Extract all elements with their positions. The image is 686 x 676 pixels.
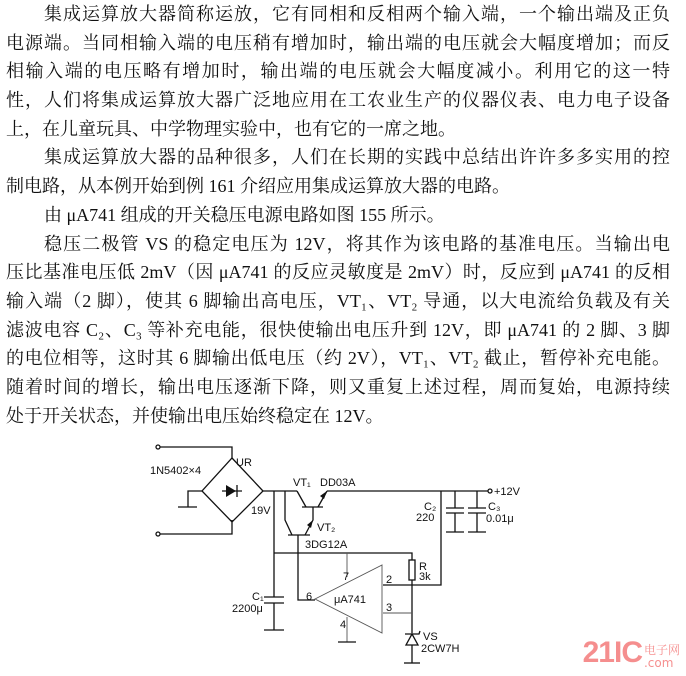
capacitor-c2 <box>446 491 464 532</box>
watermark-brand: 21IC <box>582 636 642 669</box>
label-vt1: VT₁ <box>293 477 311 489</box>
watermark-logo <box>583 636 680 670</box>
text-line: 处于开关状态，并使输出电压始终稳定在 12V。 <box>6 405 384 426</box>
text-line: 稳压二极管 VS 的稳定电压为 12V，将其作为该电路的基准电压。当输出电 <box>44 233 670 254</box>
label-pin4: 4 <box>340 619 347 631</box>
capacitor-c1 <box>264 597 284 630</box>
output-terminal <box>488 489 492 493</box>
text-line: 输入端（2 脚），使其 6 脚输出高电压，VT₁、VT₂ 导通，以大电流给负载及有关 <box>6 290 670 311</box>
label-output: +12V <box>494 486 520 498</box>
text-line: 压比基准电压低 2mV（因 μA741 的反应灵敏度是 2mV）时，反应到 μA741 的反相 <box>6 262 670 283</box>
label-vt2: VT₂ <box>317 522 336 534</box>
text-line: 滤波电容 C₂、C₃ 等补充电能，很快使输出电压升到 12V，即 μA741 的 2 脚、3 脚 <box>6 319 670 340</box>
label-c2: C₂ <box>424 501 437 513</box>
label-pin6: 6 <box>306 591 313 603</box>
text-line: 上，在儿童玩具、中学物理实验中，也有它的一席之地。 <box>6 118 456 139</box>
label-19v: 19V <box>251 505 271 517</box>
transistor-vt1 <box>297 491 327 507</box>
text-line: 的电位相等，这时其 6 脚输出低电压（约 2V），VT₁、VT₂ 截止，暂停补充电能。 <box>6 348 670 369</box>
text-line: 相输入端的电压略有增加时，输出端的电压就会大幅度减小。利用它的这一特 <box>6 61 670 82</box>
label-r-value: 3k <box>419 571 431 583</box>
label-ur: UR <box>236 457 252 469</box>
text-line: 性，人们将集成运算放大器广泛地应用在工农业生产的仪器仪表、电力电子设备 <box>6 90 670 111</box>
watermark-domain: .com <box>643 656 674 670</box>
label-pin2: 2 <box>386 574 393 586</box>
text-line: 集成运算放大器简称运放，它有同相和反相两个输入端，一个输出端及正负 <box>44 4 670 24</box>
text-line: 制电路，从本例开始到例 161 介绍应用集成运算放大器的电路。 <box>6 176 510 197</box>
label-c1-value: 2200μ <box>232 603 263 615</box>
text-line: 电源端。当同相输入端的电压稍有增加时，输出端的电压就会大幅度增加；而反 <box>6 32 670 53</box>
watermark-site: 电子网 <box>643 643 680 657</box>
label-vs-type: 2CW7H <box>421 643 460 655</box>
label-diodes: 1N5402×4 <box>150 465 202 477</box>
label-r: R <box>419 561 427 573</box>
text-line: 集成运算放大器的品种很多，人们在长期的实践中总结出许许多多实用的控 <box>44 147 670 168</box>
label-pin7: 7 <box>343 571 350 583</box>
label-vt1-type: DD03A <box>320 477 356 489</box>
resistor-r <box>409 560 415 580</box>
label-c2-value: 220 <box>416 512 435 524</box>
label-opamp: μA741 <box>334 594 367 606</box>
capacitor-c3 <box>468 491 486 532</box>
label-c3: C₃ <box>488 501 501 513</box>
label-c3-value: 0.01μ <box>486 513 514 525</box>
zener-vs <box>404 631 420 663</box>
watermark-side <box>644 644 680 670</box>
label-vs: VS <box>423 631 438 643</box>
label-c1: C₁ <box>252 591 264 603</box>
text-line: 由 μA741 组成的开关稳压电源电路如图 155 所示。 <box>44 204 445 225</box>
label-vt2-type: 3DG12A <box>305 539 348 551</box>
label-pin3: 3 <box>386 602 393 614</box>
text-line: 随着时间的增长，输出电压逐渐下降，则又重复上述过程，周而复始，电源持续 <box>6 376 670 397</box>
